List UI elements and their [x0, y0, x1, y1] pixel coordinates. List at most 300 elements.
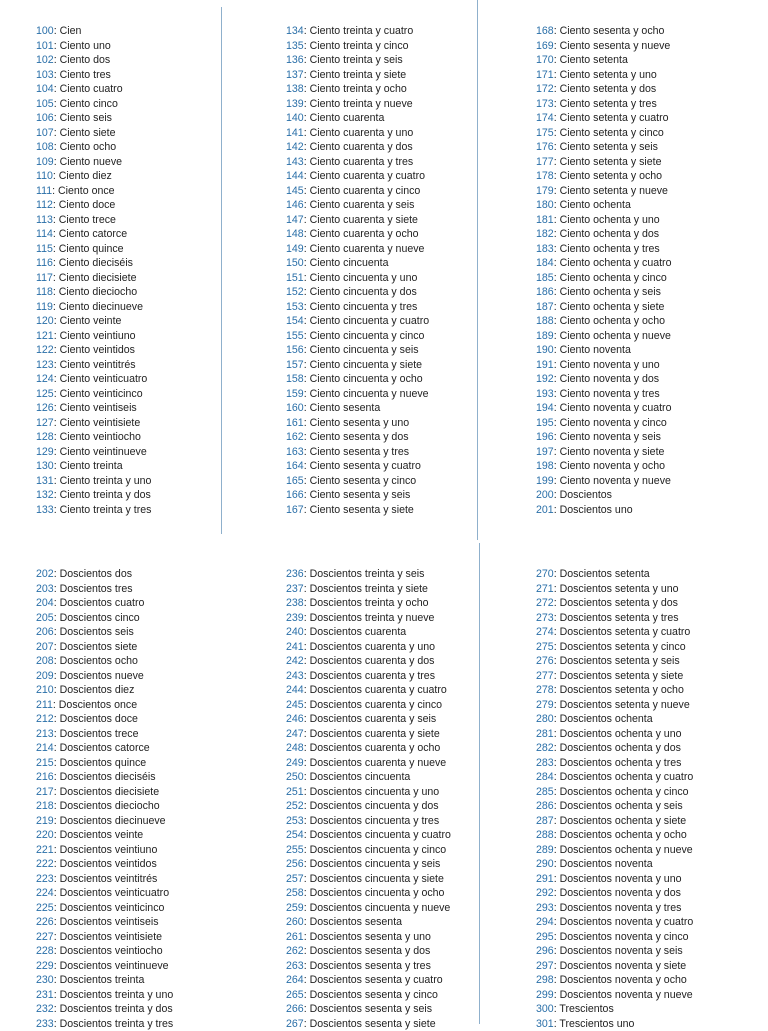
- number-value: 267: [286, 1018, 304, 1030]
- separator: :: [554, 945, 560, 957]
- list-item: [286, 872, 451, 887]
- separator: :: [554, 568, 560, 580]
- number-word: Ciento cincuenta y ocho: [310, 373, 423, 385]
- number-word: Doscientos setenta y siete: [560, 670, 684, 682]
- number-value: 192: [536, 373, 554, 385]
- list-item: [286, 901, 451, 916]
- number-word: Ciento sesenta y seis: [310, 489, 411, 501]
- separator: :: [554, 597, 560, 609]
- number-value: 250: [286, 771, 304, 783]
- separator: :: [304, 612, 310, 624]
- number-word: Ciento sesenta y siete: [310, 504, 414, 516]
- separator: :: [554, 655, 560, 667]
- number-word: Ciento veintiseis: [60, 402, 137, 414]
- separator: :: [554, 257, 560, 269]
- number-word: Ciento cuarenta y siete: [310, 214, 418, 226]
- separator: :: [54, 156, 60, 168]
- number-word: Ciento diecisiete: [59, 272, 137, 284]
- list-item: [536, 625, 693, 640]
- number-value: 212: [36, 713, 54, 725]
- number-value: 221: [36, 844, 54, 856]
- number-word: Doscientos cuarenta y tres: [310, 670, 435, 682]
- number-value: 142: [286, 141, 304, 153]
- number-list-column: [36, 24, 151, 517]
- separator: :: [304, 228, 310, 240]
- list-item: [286, 712, 451, 727]
- number-value: 145: [286, 185, 304, 197]
- number-value: 151: [286, 272, 304, 284]
- number-value: 213: [36, 728, 54, 740]
- list-item: [36, 712, 173, 727]
- number-word: Doscientos treinta y tres: [60, 1018, 174, 1030]
- number-word: Doscientos sesenta: [310, 916, 402, 928]
- separator: :: [304, 272, 310, 284]
- number-word: Doscientos uno: [560, 504, 633, 516]
- separator: :: [54, 902, 60, 914]
- number-value: 177: [536, 156, 554, 168]
- number-value: 197: [536, 446, 554, 458]
- number-word: Doscientos cincuenta y siete: [310, 873, 444, 885]
- separator: :: [304, 989, 310, 1001]
- number-word: Doscientos ochenta y cinco: [560, 786, 689, 798]
- number-value: 240: [286, 626, 304, 638]
- number-value: 174: [536, 112, 554, 124]
- list-item: [286, 198, 429, 213]
- separator: :: [54, 1003, 60, 1015]
- list-item: [536, 654, 693, 669]
- number-value: 111: [36, 185, 52, 197]
- number-value: 159: [286, 388, 304, 400]
- number-word: Doscientos veintinueve: [60, 960, 169, 972]
- list-item: [286, 416, 429, 431]
- separator: :: [304, 786, 310, 798]
- number-value: 176: [536, 141, 554, 153]
- number-word: Ciento treinta y nueve: [310, 98, 413, 110]
- number-value: 127: [36, 417, 54, 429]
- separator: :: [304, 641, 310, 653]
- separator: :: [53, 257, 59, 269]
- list-item: [536, 741, 693, 756]
- number-value: 119: [36, 301, 53, 313]
- number-value: 136: [286, 54, 304, 66]
- number-value: 252: [286, 800, 304, 812]
- number-word: Doscientos ochenta: [560, 713, 653, 725]
- list-item: [286, 843, 451, 858]
- number-value: 113: [36, 214, 53, 226]
- list-item: [36, 611, 173, 626]
- separator: :: [554, 800, 560, 812]
- number-list-column: [286, 567, 451, 1031]
- number-word: Doscientos cincuenta y cuatro: [310, 829, 451, 841]
- list-item: [536, 915, 693, 930]
- list-item: [536, 358, 671, 373]
- number-value: 220: [36, 829, 54, 841]
- separator: :: [304, 417, 310, 429]
- list-item: [536, 155, 671, 170]
- number-word: Doscientos nueve: [60, 670, 144, 682]
- separator: :: [554, 301, 560, 313]
- separator: :: [554, 185, 560, 197]
- separator: :: [304, 887, 310, 899]
- number-word: Ciento sesenta: [310, 402, 381, 414]
- number-value: 158: [286, 373, 304, 385]
- separator: :: [304, 69, 310, 81]
- number-value: 296: [536, 945, 554, 957]
- number-value: 248: [286, 742, 304, 754]
- separator: :: [554, 713, 560, 725]
- separator: :: [554, 127, 560, 139]
- number-word: Ciento veintiuno: [60, 330, 136, 342]
- separator: :: [304, 489, 310, 501]
- number-value: 117: [36, 272, 53, 284]
- separator: :: [54, 489, 60, 501]
- number-word: Ciento ochenta y dos: [560, 228, 660, 240]
- number-word: Ciento cincuenta y uno: [310, 272, 418, 284]
- list-item: [36, 582, 173, 597]
- list-item: [286, 53, 429, 68]
- separator: :: [554, 359, 560, 371]
- list-item: [286, 930, 451, 945]
- number-word: Doscientos noventa y seis: [560, 945, 683, 957]
- list-item: [536, 669, 693, 684]
- separator: :: [54, 417, 60, 429]
- list-item: [536, 53, 671, 68]
- separator: :: [304, 301, 310, 313]
- number-value: 191: [536, 359, 554, 371]
- separator: :: [304, 597, 310, 609]
- separator: :: [554, 1018, 560, 1030]
- number-word: Ciento noventa y ocho: [560, 460, 665, 472]
- number-value: 258: [286, 887, 304, 899]
- number-word: Ciento cincuenta y tres: [310, 301, 418, 313]
- list-item: [536, 567, 693, 582]
- number-value: 138: [286, 83, 304, 95]
- separator: :: [53, 286, 59, 298]
- number-word: Doscientos sesenta y uno: [310, 931, 431, 943]
- separator: :: [554, 272, 560, 284]
- list-item: [36, 169, 151, 184]
- list-item: [536, 256, 671, 271]
- number-word: Doscientos once: [59, 699, 137, 711]
- number-value: 134: [286, 25, 304, 37]
- list-item: [536, 770, 693, 785]
- number-value: 229: [36, 960, 54, 972]
- number-value: 122: [36, 344, 54, 356]
- number-value: 231: [36, 989, 54, 1001]
- number-value: 187: [536, 301, 554, 313]
- number-word: Doscientos: [560, 489, 612, 501]
- number-word: Ciento ochenta y seis: [560, 286, 661, 298]
- number-value: 172: [536, 83, 554, 95]
- separator: :: [554, 612, 560, 624]
- separator: :: [54, 887, 60, 899]
- separator: :: [54, 989, 60, 1001]
- separator: :: [304, 568, 310, 580]
- list-item: [36, 343, 151, 358]
- column-divider: [477, 0, 478, 540]
- list-item: [286, 770, 451, 785]
- number-value: 215: [36, 757, 54, 769]
- separator: :: [554, 728, 560, 740]
- list-item: [286, 401, 429, 416]
- separator: :: [54, 504, 60, 516]
- number-word: Ciento sesenta y uno: [310, 417, 410, 429]
- separator: :: [54, 373, 60, 385]
- separator: :: [554, 626, 560, 638]
- separator: :: [304, 873, 310, 885]
- number-word: Ciento veinticuatro: [60, 373, 148, 385]
- number-value: 181: [536, 214, 554, 226]
- number-value: 200: [536, 489, 554, 501]
- separator: :: [304, 757, 310, 769]
- number-word: Ciento veinte: [60, 315, 122, 327]
- list-item: [36, 799, 173, 814]
- number-value: 160: [286, 402, 304, 414]
- number-word: Ciento setenta y uno: [560, 69, 657, 81]
- number-value: 241: [286, 641, 304, 653]
- separator: :: [304, 112, 310, 124]
- number-word: Doscientos noventa y siete: [560, 960, 687, 972]
- separator: :: [54, 141, 60, 153]
- number-value: 287: [536, 815, 554, 827]
- separator: :: [53, 199, 59, 211]
- number-word: Doscientos ochenta y ocho: [560, 829, 687, 841]
- list-item: [536, 857, 693, 872]
- number-word: Doscientos setenta y cinco: [560, 641, 686, 653]
- separator: :: [554, 641, 560, 653]
- number-word: Doscientos cincuenta y dos: [310, 800, 439, 812]
- number-word: Ciento noventa y uno: [560, 359, 660, 371]
- separator: :: [304, 1003, 310, 1015]
- list-item: [286, 111, 429, 126]
- number-word: Doscientos setenta y cuatro: [560, 626, 691, 638]
- number-word: Ciento treinta: [60, 460, 123, 472]
- separator: :: [304, 286, 310, 298]
- separator: :: [54, 655, 60, 667]
- number-word: Doscientos cuarenta y cuatro: [310, 684, 447, 696]
- number-word: Ciento dos: [60, 54, 111, 66]
- list-item: [286, 756, 451, 771]
- number-word: Doscientos ochenta y siete: [560, 815, 687, 827]
- number-word: Ciento cuarenta y seis: [310, 199, 415, 211]
- number-value: 223: [36, 873, 54, 885]
- number-value: 147: [286, 214, 304, 226]
- separator: :: [554, 583, 560, 595]
- list-item: [536, 285, 671, 300]
- separator: :: [554, 771, 560, 783]
- number-value: 137: [286, 69, 304, 81]
- number-value: 261: [286, 931, 304, 943]
- list-item: [286, 741, 451, 756]
- number-word: Doscientos ochenta y seis: [560, 800, 683, 812]
- separator: :: [304, 945, 310, 957]
- list-item: [536, 97, 671, 112]
- number-word: Doscientos cuatro: [60, 597, 145, 609]
- number-word: Ciento noventa y nueve: [560, 475, 671, 487]
- number-value: 135: [286, 40, 304, 52]
- number-word: Cien: [60, 25, 82, 37]
- list-item: [536, 503, 671, 518]
- list-item: [286, 300, 429, 315]
- list-item: [36, 82, 151, 97]
- separator: :: [554, 344, 560, 356]
- list-item: [536, 756, 693, 771]
- separator: :: [304, 199, 310, 211]
- separator: :: [54, 974, 60, 986]
- list-item: [536, 198, 671, 213]
- separator: :: [554, 286, 560, 298]
- separator: :: [54, 916, 60, 928]
- number-list-column: [536, 567, 693, 1031]
- number-word: Doscientos ochenta y nueve: [560, 844, 693, 856]
- list-item: [286, 596, 451, 611]
- number-word: Ciento treinta y ocho: [310, 83, 407, 95]
- separator: :: [54, 800, 60, 812]
- number-value: 178: [536, 170, 554, 182]
- number-word: Ciento diecinueve: [59, 301, 143, 313]
- separator: :: [554, 960, 560, 972]
- number-word: Ciento noventa y cuatro: [560, 402, 672, 414]
- number-value: 282: [536, 742, 554, 754]
- number-value: 225: [36, 902, 54, 914]
- number-value: 173: [536, 98, 554, 110]
- number-word: Doscientos noventa y uno: [560, 873, 682, 885]
- number-value: 154: [286, 315, 304, 327]
- list-item: [286, 430, 429, 445]
- number-word: Doscientos noventa y dos: [560, 887, 681, 899]
- number-word: Ciento treinta y tres: [60, 504, 152, 516]
- number-value: 244: [286, 684, 304, 696]
- number-value: 139: [286, 98, 304, 110]
- number-value: 286: [536, 800, 554, 812]
- number-value: 196: [536, 431, 554, 443]
- number-value: 175: [536, 127, 554, 139]
- number-word: Doscientos cinco: [60, 612, 140, 624]
- list-item: [536, 401, 671, 416]
- list-item: [536, 596, 693, 611]
- list-item: [536, 611, 693, 626]
- separator: :: [304, 402, 310, 414]
- number-value: 210: [36, 684, 54, 696]
- separator: :: [554, 141, 560, 153]
- separator: :: [304, 257, 310, 269]
- separator: :: [554, 228, 560, 240]
- number-word: Ciento cincuenta y cinco: [310, 330, 425, 342]
- number-word: Ciento noventa y cinco: [560, 417, 667, 429]
- number-word: Ciento ochenta y cinco: [560, 272, 667, 284]
- number-word: Ciento noventa y siete: [560, 446, 665, 458]
- number-word: Ciento noventa y seis: [560, 431, 661, 443]
- list-item: [36, 959, 173, 974]
- number-value: 104: [36, 83, 54, 95]
- number-value: 290: [536, 858, 554, 870]
- list-item: [286, 314, 429, 329]
- list-item: [536, 416, 671, 431]
- number-value: 116: [36, 257, 53, 269]
- list-item: [36, 285, 151, 300]
- number-word: Ciento cincuenta y cuatro: [310, 315, 430, 327]
- separator: :: [554, 829, 560, 841]
- number-word: Ciento veintisiete: [60, 417, 141, 429]
- list-item: [286, 785, 451, 800]
- number-word: Doscientos veinticinco: [60, 902, 165, 914]
- separator: :: [554, 83, 560, 95]
- number-value: 262: [286, 945, 304, 957]
- number-word: Doscientos diecinueve: [60, 815, 166, 827]
- separator: :: [554, 684, 560, 696]
- number-word: Doscientos cuarenta y dos: [310, 655, 435, 667]
- number-word: Doscientos cuarenta y nueve: [310, 757, 447, 769]
- number-value: 218: [36, 800, 54, 812]
- number-value: 295: [536, 931, 554, 943]
- number-value: 270: [536, 568, 554, 580]
- number-value: 279: [536, 699, 554, 711]
- number-word: Ciento treinta y cinco: [310, 40, 409, 52]
- number-value: 171: [536, 69, 554, 81]
- separator: :: [304, 344, 310, 356]
- number-word: Ciento diez: [59, 170, 112, 182]
- list-item: [286, 372, 429, 387]
- list-item: [36, 242, 151, 257]
- list-item: [536, 445, 671, 460]
- number-word: Ciento setenta y nueve: [560, 185, 668, 197]
- list-item: [36, 625, 173, 640]
- list-item: [286, 611, 451, 626]
- separator: :: [54, 670, 60, 682]
- list-item: [536, 184, 671, 199]
- list-item: [36, 329, 151, 344]
- number-value: 274: [536, 626, 554, 638]
- separator: :: [304, 829, 310, 841]
- list-item: [536, 785, 693, 800]
- number-value: 271: [536, 583, 554, 595]
- separator: :: [53, 301, 59, 313]
- separator: :: [304, 83, 310, 95]
- list-item: [536, 271, 671, 286]
- number-value: 237: [286, 583, 304, 595]
- number-word: Ciento doce: [59, 199, 116, 211]
- list-item: [536, 712, 693, 727]
- number-value: 118: [36, 286, 53, 298]
- number-value: 144: [286, 170, 304, 182]
- list-item: [286, 640, 451, 655]
- number-word: Ciento veintidos: [60, 344, 135, 356]
- number-word: Doscientos setenta y dos: [560, 597, 678, 609]
- separator: :: [54, 98, 60, 110]
- list-item: [536, 111, 671, 126]
- list-item: [36, 930, 173, 945]
- number-value: 285: [536, 786, 554, 798]
- number-value: 276: [536, 655, 554, 667]
- number-value: 164: [286, 460, 304, 472]
- number-value: 168: [536, 25, 554, 37]
- number-word: Doscientos seis: [60, 626, 134, 638]
- separator: :: [304, 670, 310, 682]
- separator: :: [304, 330, 310, 342]
- number-word: Doscientos cincuenta y ocho: [310, 887, 445, 899]
- number-value: 166: [286, 489, 304, 501]
- number-word: Doscientos sesenta y cuatro: [310, 974, 443, 986]
- separator: :: [304, 844, 310, 856]
- list-item: [36, 698, 173, 713]
- list-item: [286, 97, 429, 112]
- separator: :: [304, 25, 310, 37]
- number-word: Ciento ochenta: [560, 199, 631, 211]
- number-value: 157: [286, 359, 304, 371]
- separator: :: [54, 771, 60, 783]
- number-word: Doscientos dos: [60, 568, 132, 580]
- separator: :: [54, 83, 60, 95]
